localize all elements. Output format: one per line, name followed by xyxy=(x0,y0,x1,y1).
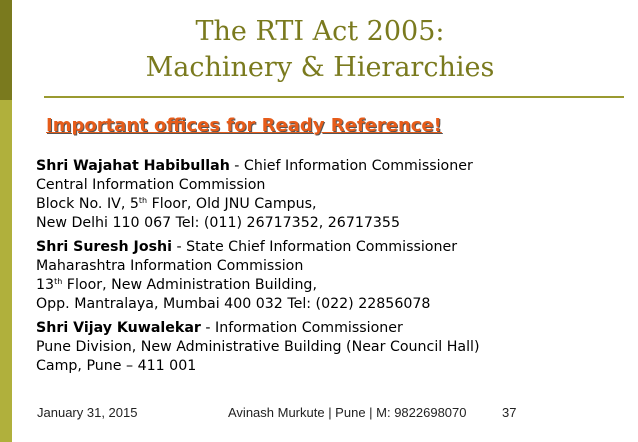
officer-name: Shri Vijay Kuwalekar xyxy=(36,320,201,336)
title-line-2: Machinery & Hierarchies xyxy=(145,52,495,83)
office-address-rest: Floor, Old JNU Campus, xyxy=(147,196,317,212)
subtitle: Important offices for Ready Reference! xyxy=(46,115,442,136)
officer-role: - Chief Information Commissioner xyxy=(229,158,473,174)
office-address-contact: Camp, Pune – 411 001 xyxy=(36,358,197,374)
side-bar-top xyxy=(0,0,12,100)
ordinal-suffix: th xyxy=(138,196,148,205)
footer-author: Avinash Murkute | Pune | M: 9822698070 xyxy=(228,405,467,420)
officer-name: Shri Suresh Joshi xyxy=(36,239,172,255)
ordinal-suffix: th xyxy=(54,277,63,286)
officer-name: Shri Wajahat Habibullah xyxy=(36,158,230,174)
office-address: Block No. IV, 5 xyxy=(36,196,139,212)
slide-title xyxy=(20,14,620,86)
office-entry-cic xyxy=(36,157,626,233)
officer-role: - State Chief Information Commissioner xyxy=(171,239,458,255)
title-line-1: The RTI Act 2005: xyxy=(195,16,445,47)
officer-role: - Information Commissioner xyxy=(200,320,403,336)
office-entry-scic xyxy=(36,238,626,314)
office-list xyxy=(36,157,626,381)
office-address-contact: New Delhi 110 067 Tel: (011) 26717352, 26717355 xyxy=(36,215,400,231)
side-bar-bottom xyxy=(0,100,12,442)
slide-footer xyxy=(0,405,638,425)
title-divider xyxy=(44,96,624,98)
office-address: 13 xyxy=(36,277,55,293)
office-org: Maharashtra Information Commission xyxy=(36,258,304,274)
office-entry-ic-pune xyxy=(36,319,626,376)
office-address-rest: Floor, New Administration Building, xyxy=(62,277,317,293)
office-org: Pune Division, New Administrative Building (Near Council Hall) xyxy=(36,339,480,355)
page-number: 37 xyxy=(502,405,517,420)
footer-date: January 31, 2015 xyxy=(37,405,138,420)
office-address-contact: Opp. Mantralaya, Mumbai 400 032 Tel: (022) 22856078 xyxy=(36,296,431,312)
office-org: Central Information Commission xyxy=(36,177,266,193)
